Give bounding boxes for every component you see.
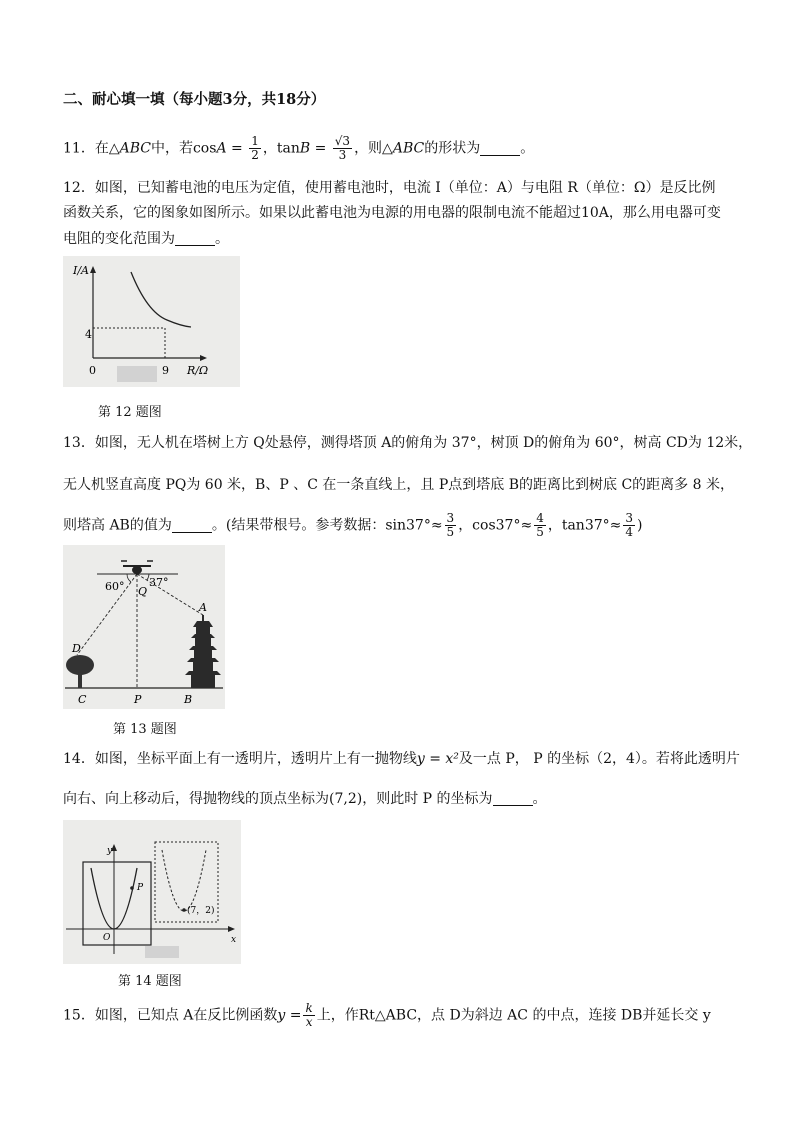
point-p-label: P <box>137 883 144 893</box>
section-heading: 二、耐心填一填（每小题3分，共18分） <box>63 91 326 108</box>
figure-13 <box>63 545 225 709</box>
question-14-line-2: 向右、向上移动后，得抛物线的顶点坐标为(7,2)，则此时 P 的坐标为 。 <box>63 791 547 807</box>
answer-blank[interactable] <box>172 518 212 533</box>
answer-blank[interactable] <box>175 231 215 246</box>
figure-14 <box>63 820 241 964</box>
origin-label: 0 <box>89 364 96 377</box>
x-tick-9: 9 <box>162 364 169 377</box>
x-axis-label: x <box>231 935 237 945</box>
y-axis-label: y <box>107 846 113 856</box>
answer-blank[interactable] <box>480 141 520 156</box>
question-12-line-2: 函数关系，它的图象如图所示。如果以此蓄电池为电源的用电器的限制电流不能超过10A，那么用电器可变 <box>63 205 721 221</box>
question-13-line-1: 13．如图，无人机在塔树上方 Q处悬停，测得塔顶 A的俯角为 37°，树顶 D的俯角为 60°，树高 CD为 12米， <box>63 435 753 451</box>
tree-icon <box>66 655 94 688</box>
vertex-label: (7，2) <box>187 906 215 916</box>
point-p-label: P <box>134 693 142 706</box>
angle-60-label: 60° <box>105 580 125 593</box>
drone-icon <box>121 561 153 574</box>
angle-37-label: 37° <box>149 576 169 589</box>
fraction-sqrt3-3: $\frac{√3}{3}$ <box>334 134 351 162</box>
fraction-k-x: $\frac{k}{x}$ <box>305 1001 313 1029</box>
pagoda-icon <box>185 615 221 688</box>
x-axis-label: R/Ω <box>187 364 209 377</box>
fraction-4-5: $\frac{4}{5}$ <box>536 511 544 539</box>
figure-12-caption: 第 12 题图 <box>98 405 162 420</box>
figure-12 <box>63 256 240 387</box>
figure-14-caption: 第 14 题图 <box>118 974 182 989</box>
drone-tower-tree-diagram <box>63 545 225 709</box>
y-axis-label: I/A <box>73 264 89 277</box>
origin-label: O <box>103 933 111 943</box>
parabola-transparency-diagram <box>63 820 241 964</box>
point-c-label: C <box>78 693 87 706</box>
question-11: 11．在△ABC中，若cosA = $\frac{1}{2}$ ，tanB = $\frac{√3}{3}$ ，则△ABC的形状为 。 <box>63 134 535 162</box>
answer-blank[interactable] <box>493 791 533 806</box>
question-12-line-3: 电阻的变化范围为 。 <box>63 231 229 247</box>
point-d-label: D <box>72 642 81 655</box>
fraction-3-5: $\frac{3}{5}$ <box>446 511 455 539</box>
question-13-line-3: 则塔高 AB的值为 。(结果带根号。参考数据：sin37°≈ $\frac{3}{5}$ ，cos37°≈ $\frac{4}{5}$ ，tan37°≈ $\frac{3}{4}$ ) <box>63 511 643 539</box>
fraction-1-2: $\frac{1}{2}$ <box>251 134 259 162</box>
question-14-line-1: 14．如图，坐标平面上有一透明片，透明片上有一抛物线y = x²及一点 P， P 的坐标（2，4）。若将此透明片 <box>63 751 740 767</box>
question-15: 15．如图，已知点 A在反比例函数y = $\frac{k}{x}$ 上，作Rt△ABC，点 D为斜边 AC 的中点，连接 DB并延长交 y <box>63 1001 711 1029</box>
figure-13-caption: 第 13 题图 <box>113 722 177 737</box>
point-b-label: B <box>184 693 193 706</box>
point-q-label: Q <box>138 585 148 598</box>
fraction-3-4: $\frac{3}{4}$ <box>625 511 634 539</box>
question-13-line-2: 无人机竖直高度 PQ为 60 米，B、P 、C 在一条直线上，且 P点到塔底 B的距离比到树底 C的距离多 8 米， <box>63 477 734 493</box>
inverse-proportion-graph <box>63 256 240 387</box>
y-tick-4: 4 <box>85 328 92 341</box>
point-a-label: A <box>199 601 207 614</box>
question-12-line-1: 12．如图，已知蓄电池的电压为定值，使用蓄电池时，电流 I（单位：A）与电阻 R（单位：Ω）是反比例 <box>63 180 716 196</box>
